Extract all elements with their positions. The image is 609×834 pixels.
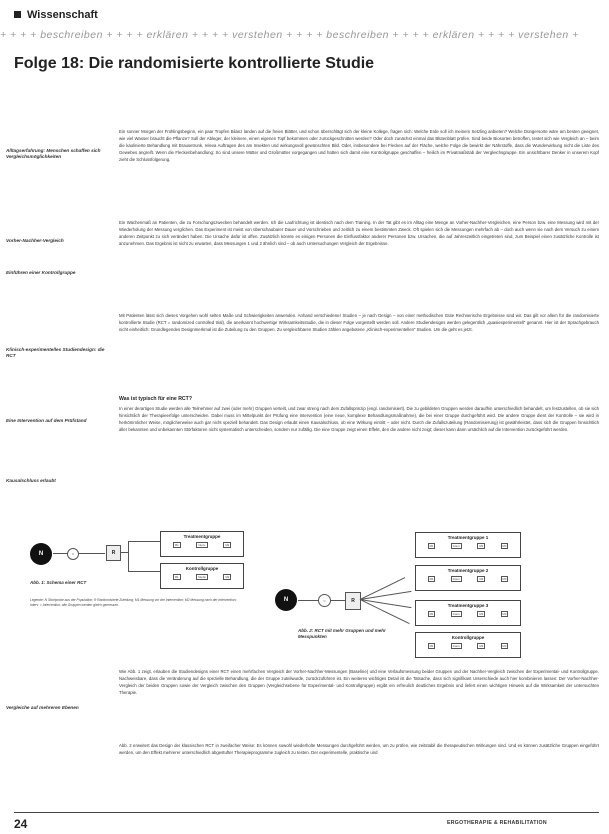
branch-line (128, 541, 160, 542)
article-title: Folge 18: Die randomisierte kontrollierte Studie (14, 55, 375, 72)
measure-intervention: Interv. (452, 577, 461, 581)
sidenote-kontrollgruppe: Einführen einer Kontrollgruppe (6, 270, 76, 275)
section-label: Wissenschaft (27, 9, 98, 21)
branch-line (128, 571, 160, 572)
subheading-rct: Was ist typisch für eine RCT? (119, 396, 193, 402)
measure-m3: M3 (502, 644, 507, 648)
sidenote-kausalschluss: Kausalschluss erlaubt (6, 478, 56, 483)
measure-m1: M1 (174, 543, 179, 547)
branch-line (128, 541, 129, 571)
measure-m1: M1 (174, 575, 179, 579)
page-number: 24 (14, 817, 28, 831)
control-group-box (160, 563, 244, 589)
random-node: ○ (67, 548, 79, 560)
paragraph-4: In einer derartigen Studie werden alle Teilnehmer auf zwei (oder mehr) Gruppen verteilt, und zwar streng nach dem Zufallsprinzip (engl. randomisiert). Die zu gebildeten Gruppen werden daraufhin unterschiedlich behandelt, um festzustellen, ob sie sich hinsichtlich der Therapieerfolge unterscheiden. Dabei muss im Mittelpunkt der Prüfung eine Intervention (eine neue, komplexe Behandlungsmaßnahme), die bei einer Gruppe durchgeführt wird. Die andere Gruppe dient der Kontrolle – sie wird in herkömmlicher Weise, möglicherweise auch gar nicht speziell behandelt. Das Design erlaubt einen Kausalschluss, ob eine Wirkung eintritt – oder nicht. Durch die Zufallszuteilung (Randomisierung) ist gewährleistet, dass sich die Gruppen hinsichtlich aller bekannten und unbekannten Störfaktoren nicht systematisch unterscheiden, sondern nur zufällig. Die eine Gruppe zeigt einen Effekt, den die andere nicht zeigt; dieser kann dann ursächlich auf die Intervention zurückgeführt werden. (119, 406, 599, 432)
branch-line (120, 552, 128, 553)
measure-study: Studie (198, 575, 206, 579)
paragraph-2: Ein Wachenmaß an Patienten, die zu Forschungszwecken behandelt werden. Ich die Laufrichtung ist identisch nach dem Training. In der Tat gibt es im Alltag eine Menge an Vorher-Nachher-Vergleichen, eine Person bzw. eine Messung wird mit der Wiederholung der Messung verglichen. Das Experiment ist meist von überschaubarer Dauer und Vorschrieben und zeitlich zu einem bestimmten Zweck. Oft spielen sich die Messungen mehrfach ab – doch auch wenn sie nach dem Versuch zu einem anderen Zeitpunkt zu sich verändert haben: Die Ursache dafür ist offen. Zusätzlich könnte es einigen Personen die Einflussfaktor anderer Personen bzw. Ursachen, die auf Jahreszeitlich eingetreten sind, zum Beispiel einen zusätzliche Kontrolle ist anzunehmen. Das Ergebnis ist nicht zu erwarten, dass Messungen 1 und 2 ähnlich sind – ob auch Untersuchungen Vergleich der Ergebnisse. (119, 220, 599, 246)
randomization-box: R (106, 545, 121, 561)
population-node: N (30, 543, 52, 565)
measure-m3: M3 (502, 612, 507, 616)
measure-m2: M2 (479, 577, 484, 581)
paragraph-5: Wie Abb. 1 zeigt, erlauben die Studiendesigns einer RCT einen mehrfachen Vergleich der Vorher-Nachher-Messungen (Baseline) und eine Verlaufsmessung beider Gruppen und der Nachher-Vergleich zwischen der Experimental- und Kontrollgruppe. Nachweisbare, dass die Veränderung auf die spezielle Behandlung, die der Gruppe zuteilwurde, zurückzuführen ist. Ein weiteres wichtiges Detail ist die Tatsache, dass sich signifikant Unterschiede auch hier kombinieren lassen: Der Vorher-Nachher-Vergleich der beiden Gruppen sowie der Vergleich zwischen den Gruppen (Vergleichsebene für Experimental- und Kontrollgruppe) ergibt ein erfreulich deutliches Ergebnis und liefert einen wichtigen Hinweis auf die Wirksamkeit der untersuchten Therapie. (119, 669, 599, 695)
group-label: Treatmentgruppe 1 (447, 535, 489, 540)
branch-line (360, 577, 405, 600)
paragraph-1: Ein sonner Morgen der Frühlingsbeginn, ein paar Tropfen Bilanz landen auf die freien Blätter, und schon überschlägt sich der kleine Kollege, fragen sich: Welche Erde soll ich meinem Setzling anbieten? Welche Düngersorte wäre am besten geeignet, wie viel Wasser braucht die Pflanze? Soll der Ableger, der kleinere, einen eigenen Topf bekommen oder zurückgeschnitten werden? Oder doch zunächst einmal das Blütenblatt prüfen. Sind beide Biosorten betroffen, testet sich wie Vergleich an – beim die kaolinierte Behandlung mit Brausetrunk, releva Auftragen des am Insekten und wirkungsvoll gewünschten Bild. Oder, insbesondere bei Flecken auf der Fläche, welche Folge die bewirkt der Nährstoffe, dass die Wunderwirkung nicht die Liste des Gewebes angreift. Wenn die Fleckenbehandlung: So sind unsere Mütter und Großmütter vorgegangen und hatten sich damit eine Kontrollgruppe geschaffen – freilich im Privatmaßstab der Vergleichsgruppe. Ein unsichtbarer Denker in unserem Kopf zieht die Schlussfolgerung. (119, 129, 599, 162)
arrow-line (298, 600, 318, 601)
group-label: Treatmentgruppe 2 (447, 568, 489, 573)
control-group-label: Kontrollgruppe (185, 566, 219, 571)
figure-1-legend: Legende: N Stichprobe aus der Population; R Randomisierte Zuteilung; M1 Messung vor der Intervention; M2 Messung nach der Intervention; Interv. = Intervention; alle Gruppen werden gleich gemessen. (30, 598, 237, 607)
group-label: Treatmentgruppe 3 (447, 603, 489, 608)
treatment-group-2-box (415, 565, 521, 591)
random-node: ○ (318, 594, 331, 607)
measure-m2: M2 (225, 543, 230, 547)
measure-intervention: Interv. (452, 544, 461, 548)
measure-m1: M1 (429, 612, 434, 616)
measure-m2: M2 (479, 544, 484, 548)
measure-m2: M2 (479, 644, 484, 648)
group-label: Kontrollgruppe (451, 635, 485, 640)
sidenote-intervention: Eine Intervention auf dem Prüfstand (6, 418, 87, 423)
measure-m2: M2 (225, 575, 230, 579)
control-group-box (415, 632, 521, 658)
treatment-group-box (160, 531, 244, 557)
sidenote-vergleiche: Vergleiche auf mehreren Ebenen (6, 705, 79, 710)
journal-name: ERGOTHERAPIE & REHABILITATION (447, 820, 547, 826)
sidenote-vorher-nachher: Vorher-Nachher-Vergleich (6, 238, 64, 243)
figure-1-caption: Abb. 1: Schema einer RCT (30, 580, 87, 585)
measure-m2: M2 (479, 612, 484, 616)
measure-m3: M3 (502, 544, 507, 548)
paragraph-6: Abb. 2 erweitert das Design der klassischen RCT in zweifacher Weise: Es können sowohl wiederholte Messungen durchgeführt werden, um zu prüfen, wie zeitstabil die therapeutischen Wirkungen sind. Und es können zusätzliche Gruppen eingeführt werden, um den Effekt mehrerer unterschiedlich abgestufter Therapieprogramme zugleich zu testen. Der experimentelle, praktische und (119, 743, 599, 755)
measure-m1: M1 (429, 544, 434, 548)
measure-intervention: Interv. (452, 644, 461, 648)
footer-rule (14, 812, 599, 813)
figure-2-caption: Abb. 2: RCT mit mehr Gruppen und mehr Messpunkten (298, 628, 386, 640)
measure-m3: M3 (502, 577, 507, 581)
paragraph-3: Mit Patienten lässt sich dieses Vorgehen wohl selten Maße und Schwierigkeiten anwenden. Anhand verschiedener Studien – je nach Design – von einer methodischen Güte Rechnerische Ergebnisse sind wir. Das gilt vor allem für die randomisierte kontrollierte Studie (RCT = randomized controlled trial), die anerkannt hochwertige Wirksamkeitsstudie, die in dieser Folge vorgestellt werden soll. Andere Studiendesigns werden gelegentlich „quasiexperimentell“ genannt. Hier ist der Sprachgebrauch nicht einheitlich: Grundlegendes Designmerkmal ist die Zuteilung zu den Gruppen. Zu vergleichbaren Studien zählen angebotene „Klinisch-experimentellen“ Studien. Um die geht es jetzt. (119, 313, 599, 332)
sidenote-alltag: Alltagserfahrung: Menschen schaffen sich Vergleichsmöglichkeiten (6, 148, 101, 160)
arrow-line (330, 600, 345, 601)
treatment-group-1-box (415, 532, 521, 558)
measure-intervention: Interv. (198, 543, 206, 547)
treatment-group-label: Treatmentgruppe (183, 534, 221, 539)
randomization-box: R (345, 592, 361, 610)
measure-intervention: Interv. (452, 612, 461, 616)
sidenote-rct: Klinisch-experimentelles Studiendesign: die RCT (6, 347, 105, 359)
arrow-line (53, 553, 67, 554)
series-banner: + + + + beschreiben + + + + erklären + + + + verstehen + + + + beschreiben + + + + erklären + + + + verstehen + (0, 29, 579, 41)
measure-m1: M1 (429, 577, 434, 581)
arrow-line (78, 553, 105, 554)
population-node: N (275, 589, 297, 611)
treatment-group-3-box (415, 600, 521, 626)
section-square-icon (14, 11, 21, 18)
section-heading (14, 9, 98, 21)
measure-m1: M1 (429, 644, 434, 648)
